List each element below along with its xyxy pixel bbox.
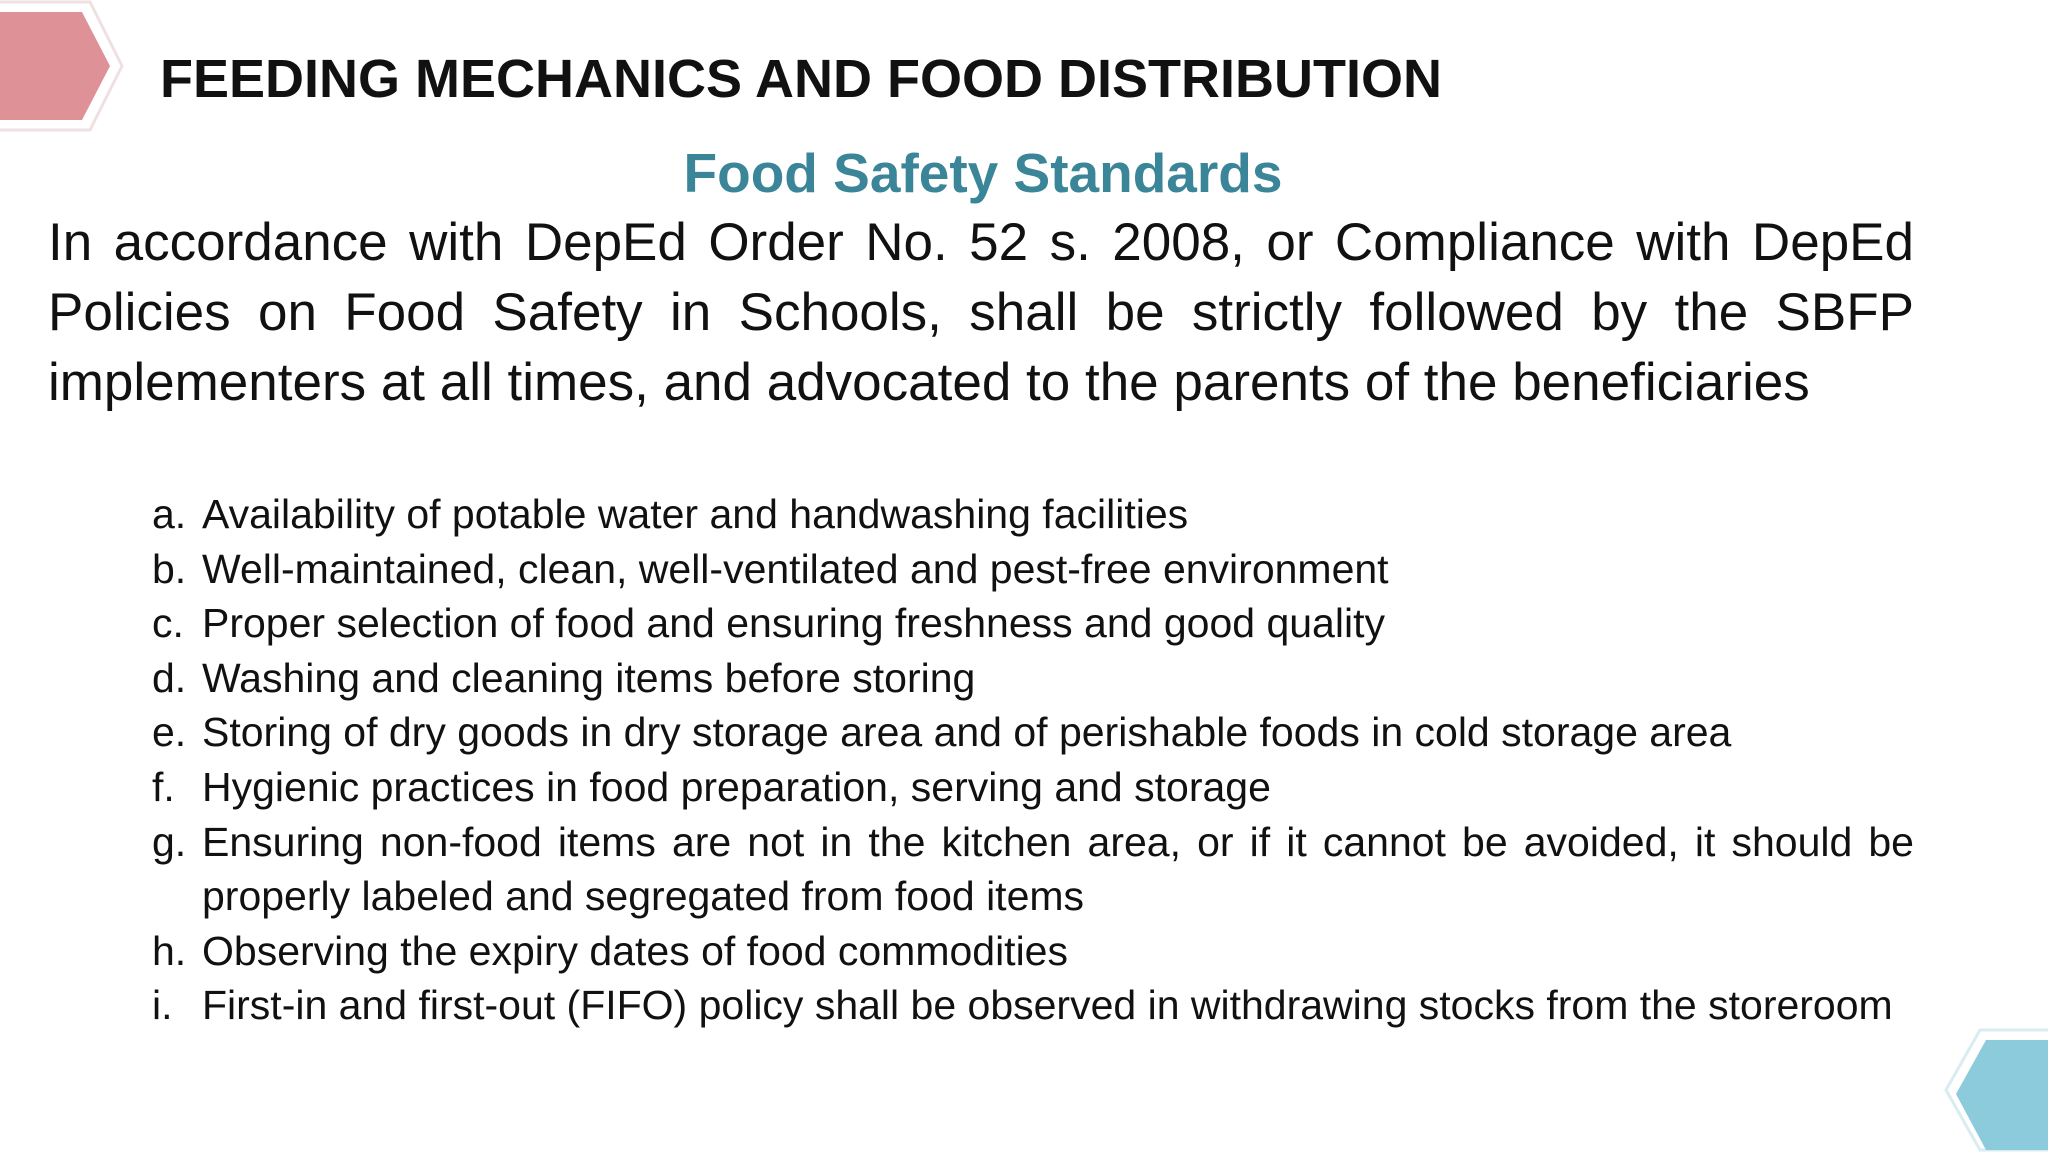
list-item (152, 815, 1914, 924)
list-marker: b. (152, 545, 187, 592)
list-marker: e. (152, 709, 187, 756)
list-item (152, 487, 1914, 542)
list-marker: g. (152, 818, 187, 865)
list-marker: c. (152, 600, 184, 647)
list-item-text: Washing and cleaning items before storing (202, 654, 976, 701)
list-item (152, 651, 1914, 706)
list-item-text: Hygienic practices in food preparation, serving and storage (202, 763, 1271, 810)
pink-hexagon-shape (0, 0, 124, 132)
list-item (152, 760, 1914, 815)
intro-paragraph: In accordance with DepEd Order No. 52 s. 2008, or Compliance with DepEd Policies on Food Safety in Schools, shall be strictly followed by the SBFP implementers at all times, and advocated to the parents of the beneficiaries (48, 213, 1914, 412)
list-item-text: Storing of dry goods in dry storage area and of perishable foods in cold storage area (202, 709, 1732, 756)
list-item (152, 978, 1914, 1033)
list-item-text: First-in and first-out (FIFO) policy shall be observed in withdrawing stocks from the storeroom (202, 982, 1893, 1029)
list-marker: i. (152, 982, 173, 1029)
list-marker: h. (152, 927, 187, 974)
list-item (152, 542, 1914, 597)
list-marker: f. (152, 763, 175, 810)
list-item (152, 924, 1914, 979)
slide-subtitle: Food Safety Standards (683, 142, 1283, 204)
list-marker: d. (152, 654, 187, 701)
blue-hexagon-shape (1940, 1028, 2048, 1152)
slide-title: FEEDING MECHANICS AND FOOD DISTRIBUTION (160, 49, 1442, 109)
list-item-text: Availability of potable water and handwashing facilities (202, 491, 1189, 537)
list-item-text: Observing the expiry dates of food commodities (202, 927, 1068, 974)
list-marker: a. (152, 491, 187, 537)
list-item-text: Proper selection of food and ensuring freshness and good quality (202, 600, 1385, 647)
list-item-text: Ensuring non-food items are not in the kitchen area, or if it cannot be avoided, it should be properly labeled and segregated from food items (202, 818, 1914, 920)
list-item (152, 596, 1914, 651)
list-item (152, 705, 1914, 760)
food-safety-standards-list (152, 487, 1914, 1033)
list-item-text: Well-maintained, clean, well-ventilated and pest-free environment (202, 545, 1389, 592)
